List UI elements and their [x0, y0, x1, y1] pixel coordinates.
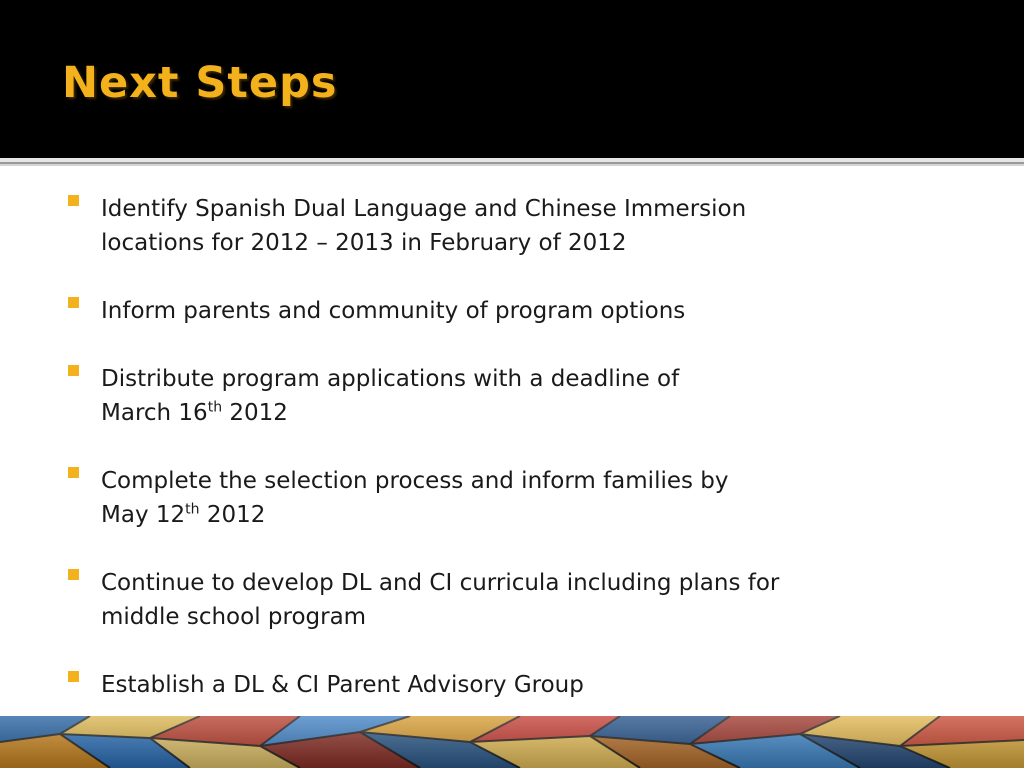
square-bullet-icon: [68, 297, 79, 308]
bullet-text-line: Distribute program applications with a deadline of: [101, 366, 680, 392]
bullet-year-text: 2012: [222, 400, 288, 426]
stained-glass-strip: [0, 716, 1024, 768]
slide-title: Next Steps: [62, 58, 338, 108]
bullet-date-text: March 16: [101, 400, 208, 426]
title-bar: [0, 0, 1024, 158]
bullet-item: [68, 566, 968, 634]
bullet-date-text: May 12: [101, 502, 186, 528]
ordinal-suffix: th: [207, 399, 223, 416]
bullet-item: [68, 464, 968, 532]
square-bullet-icon: [68, 365, 79, 376]
square-bullet-icon: [68, 671, 79, 682]
bullet-text-line: Continue to develop DL and CI curricula including plans for: [101, 570, 780, 596]
bullet-text-line: Identify Spanish Dual Language and Chinese Immersion: [101, 196, 747, 222]
title-divider-highlight: [0, 164, 1024, 166]
bullet-list: [68, 192, 968, 736]
bullet-item: [68, 668, 968, 702]
bullet-item: [68, 192, 968, 260]
bullet-text-line: middle school program: [101, 604, 367, 630]
square-bullet-icon: [68, 195, 79, 206]
bullet-text-line: Complete the selection process and inform families by: [101, 468, 729, 494]
bullet-text-line: Inform parents and community of program options: [101, 298, 686, 324]
bullet-year-text: 2012: [199, 502, 266, 528]
square-bullet-icon: [68, 467, 79, 478]
ordinal-suffix: th: [185, 501, 200, 518]
square-bullet-icon: [68, 569, 79, 580]
bullet-text-line: locations for 2012 – 2013 in February of 2012: [101, 230, 627, 256]
bullet-item: [68, 362, 968, 430]
bullet-text-line: Establish a DL & CI Parent Advisory Group: [101, 672, 584, 698]
bullet-item: [68, 294, 968, 328]
